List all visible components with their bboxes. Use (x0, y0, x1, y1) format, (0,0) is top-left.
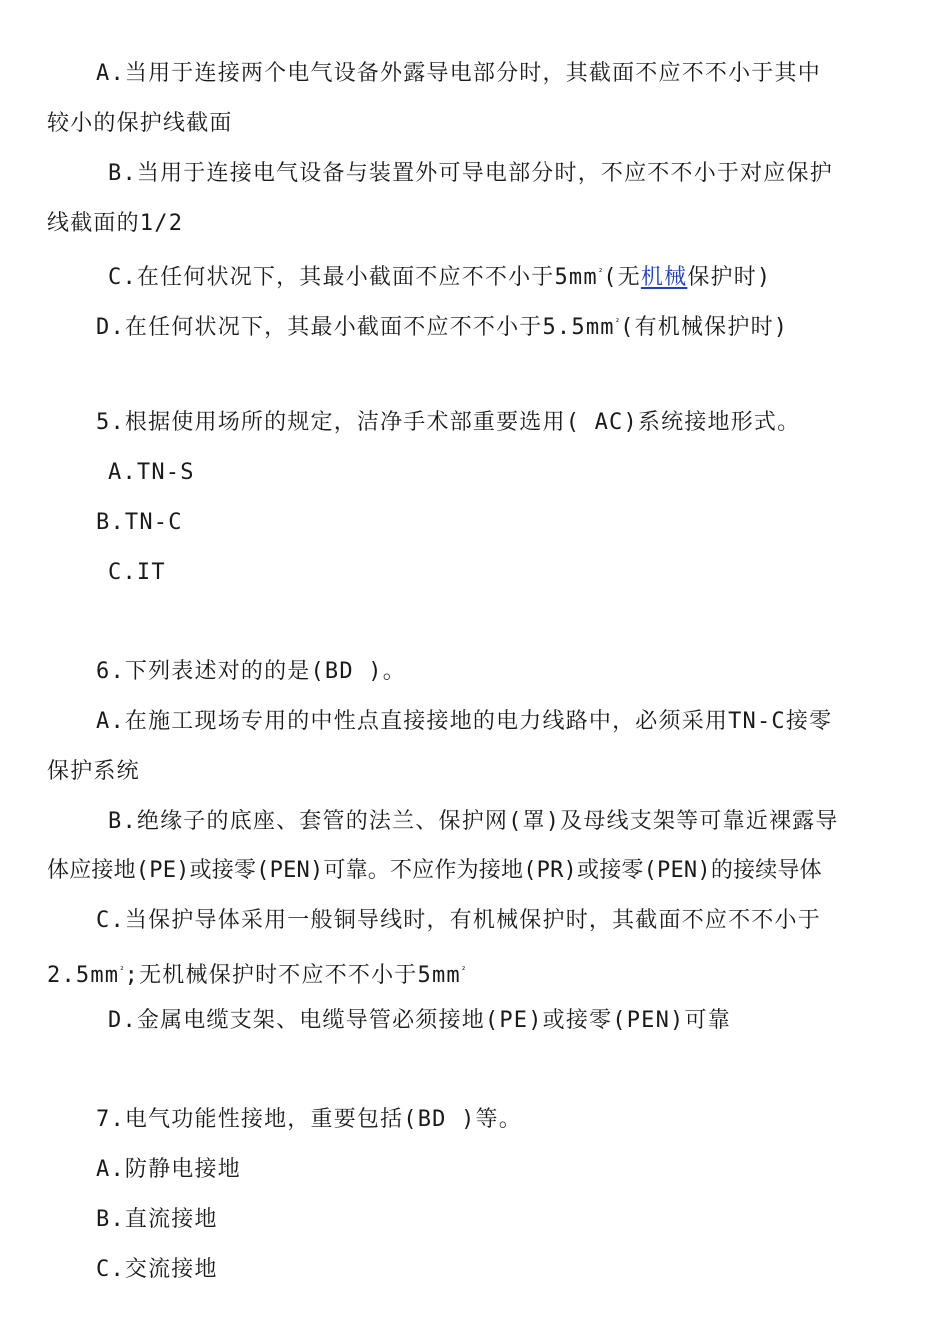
q6-question: 6.下列表述对的的是(BD )。 (96, 659, 406, 684)
squared-mark: ² (597, 268, 604, 278)
q4-option-c-tail: 保护时) (687, 265, 772, 290)
q6-option-c-line2 (47, 957, 466, 990)
squared-mark: ² (119, 966, 125, 976)
q6-option-c-tail: ;无机械保护时不应不不小于5mm (124, 963, 461, 988)
squared-mark: ² (614, 318, 621, 328)
squared-mark: ² (460, 966, 467, 976)
q5-option-a: A.TN-S (108, 460, 195, 485)
q4-option-d-text: D.在任何状况下，其最小截面不应不不小于5.5mm (96, 315, 615, 340)
hyperlink-jixie[interactable]: 机械 (640, 265, 688, 290)
q6-option-a-line2: 保护系统 (47, 759, 140, 784)
q7-option-c: C.交流接地 (96, 1257, 218, 1282)
q6-option-b-line1: B.绝缘子的底座、套管的法兰、保护网(罩)及母线支架等可靠近裸露导 (108, 809, 839, 834)
q7-option-b: B.直流接地 (96, 1207, 218, 1232)
q6-option-c-value: 2.5mm (47, 963, 120, 988)
q5-option-b: B.TN-C (96, 510, 183, 535)
q5-question: 5.根据使用场所的规定，洁净手术部重要选用( AC)系统接地形式。 (96, 410, 801, 435)
q4-option-a-line1: A.当用于连接两个电气设备外露导电部分时，其截面不应不不小于其中 (96, 61, 821, 86)
q4-option-d (96, 309, 788, 342)
q7-option-a: A.防静电接地 (96, 1157, 241, 1182)
q4-option-b-line1: B.当用于连接电气设备与装置外可导电部分时，不应不不小于对应保护 (108, 161, 833, 186)
q4-option-c-text: C.在任何状况下，其最小截面不应不不小于5mm (108, 265, 598, 290)
q7-question: 7.电气功能性接地，重要包括(BD )等。 (96, 1107, 522, 1132)
q4-option-a-line2: 较小的保护线截面 (47, 111, 233, 136)
q6-option-c-line1: C.当保护导体采用一般铜导线时，有机械保护时，其截面不应不不小于 (96, 908, 821, 933)
q6-option-a-line1: A.在施工现场专用的中性点直接接地的电力线路中，必须采用TN-C接零 (96, 709, 833, 734)
q4-option-c-paren: (无 (603, 265, 641, 290)
q6-option-d: D.金属电缆支架、电缆导管必须接地(PE)或接零(PEN)可靠 (108, 1008, 731, 1033)
q4-option-d-tail: (有机械保护时) (620, 315, 789, 340)
q5-option-c: C.IT (108, 560, 166, 585)
q6-option-b-line2: 体应接地(PE)或接零(PEN)可靠。不应作为接地(PR)或接零(PEN)的接续导体 (47, 858, 822, 883)
q4-option-b-line2: 线截面的1/2 (47, 211, 184, 236)
q4-option-c (108, 259, 771, 292)
